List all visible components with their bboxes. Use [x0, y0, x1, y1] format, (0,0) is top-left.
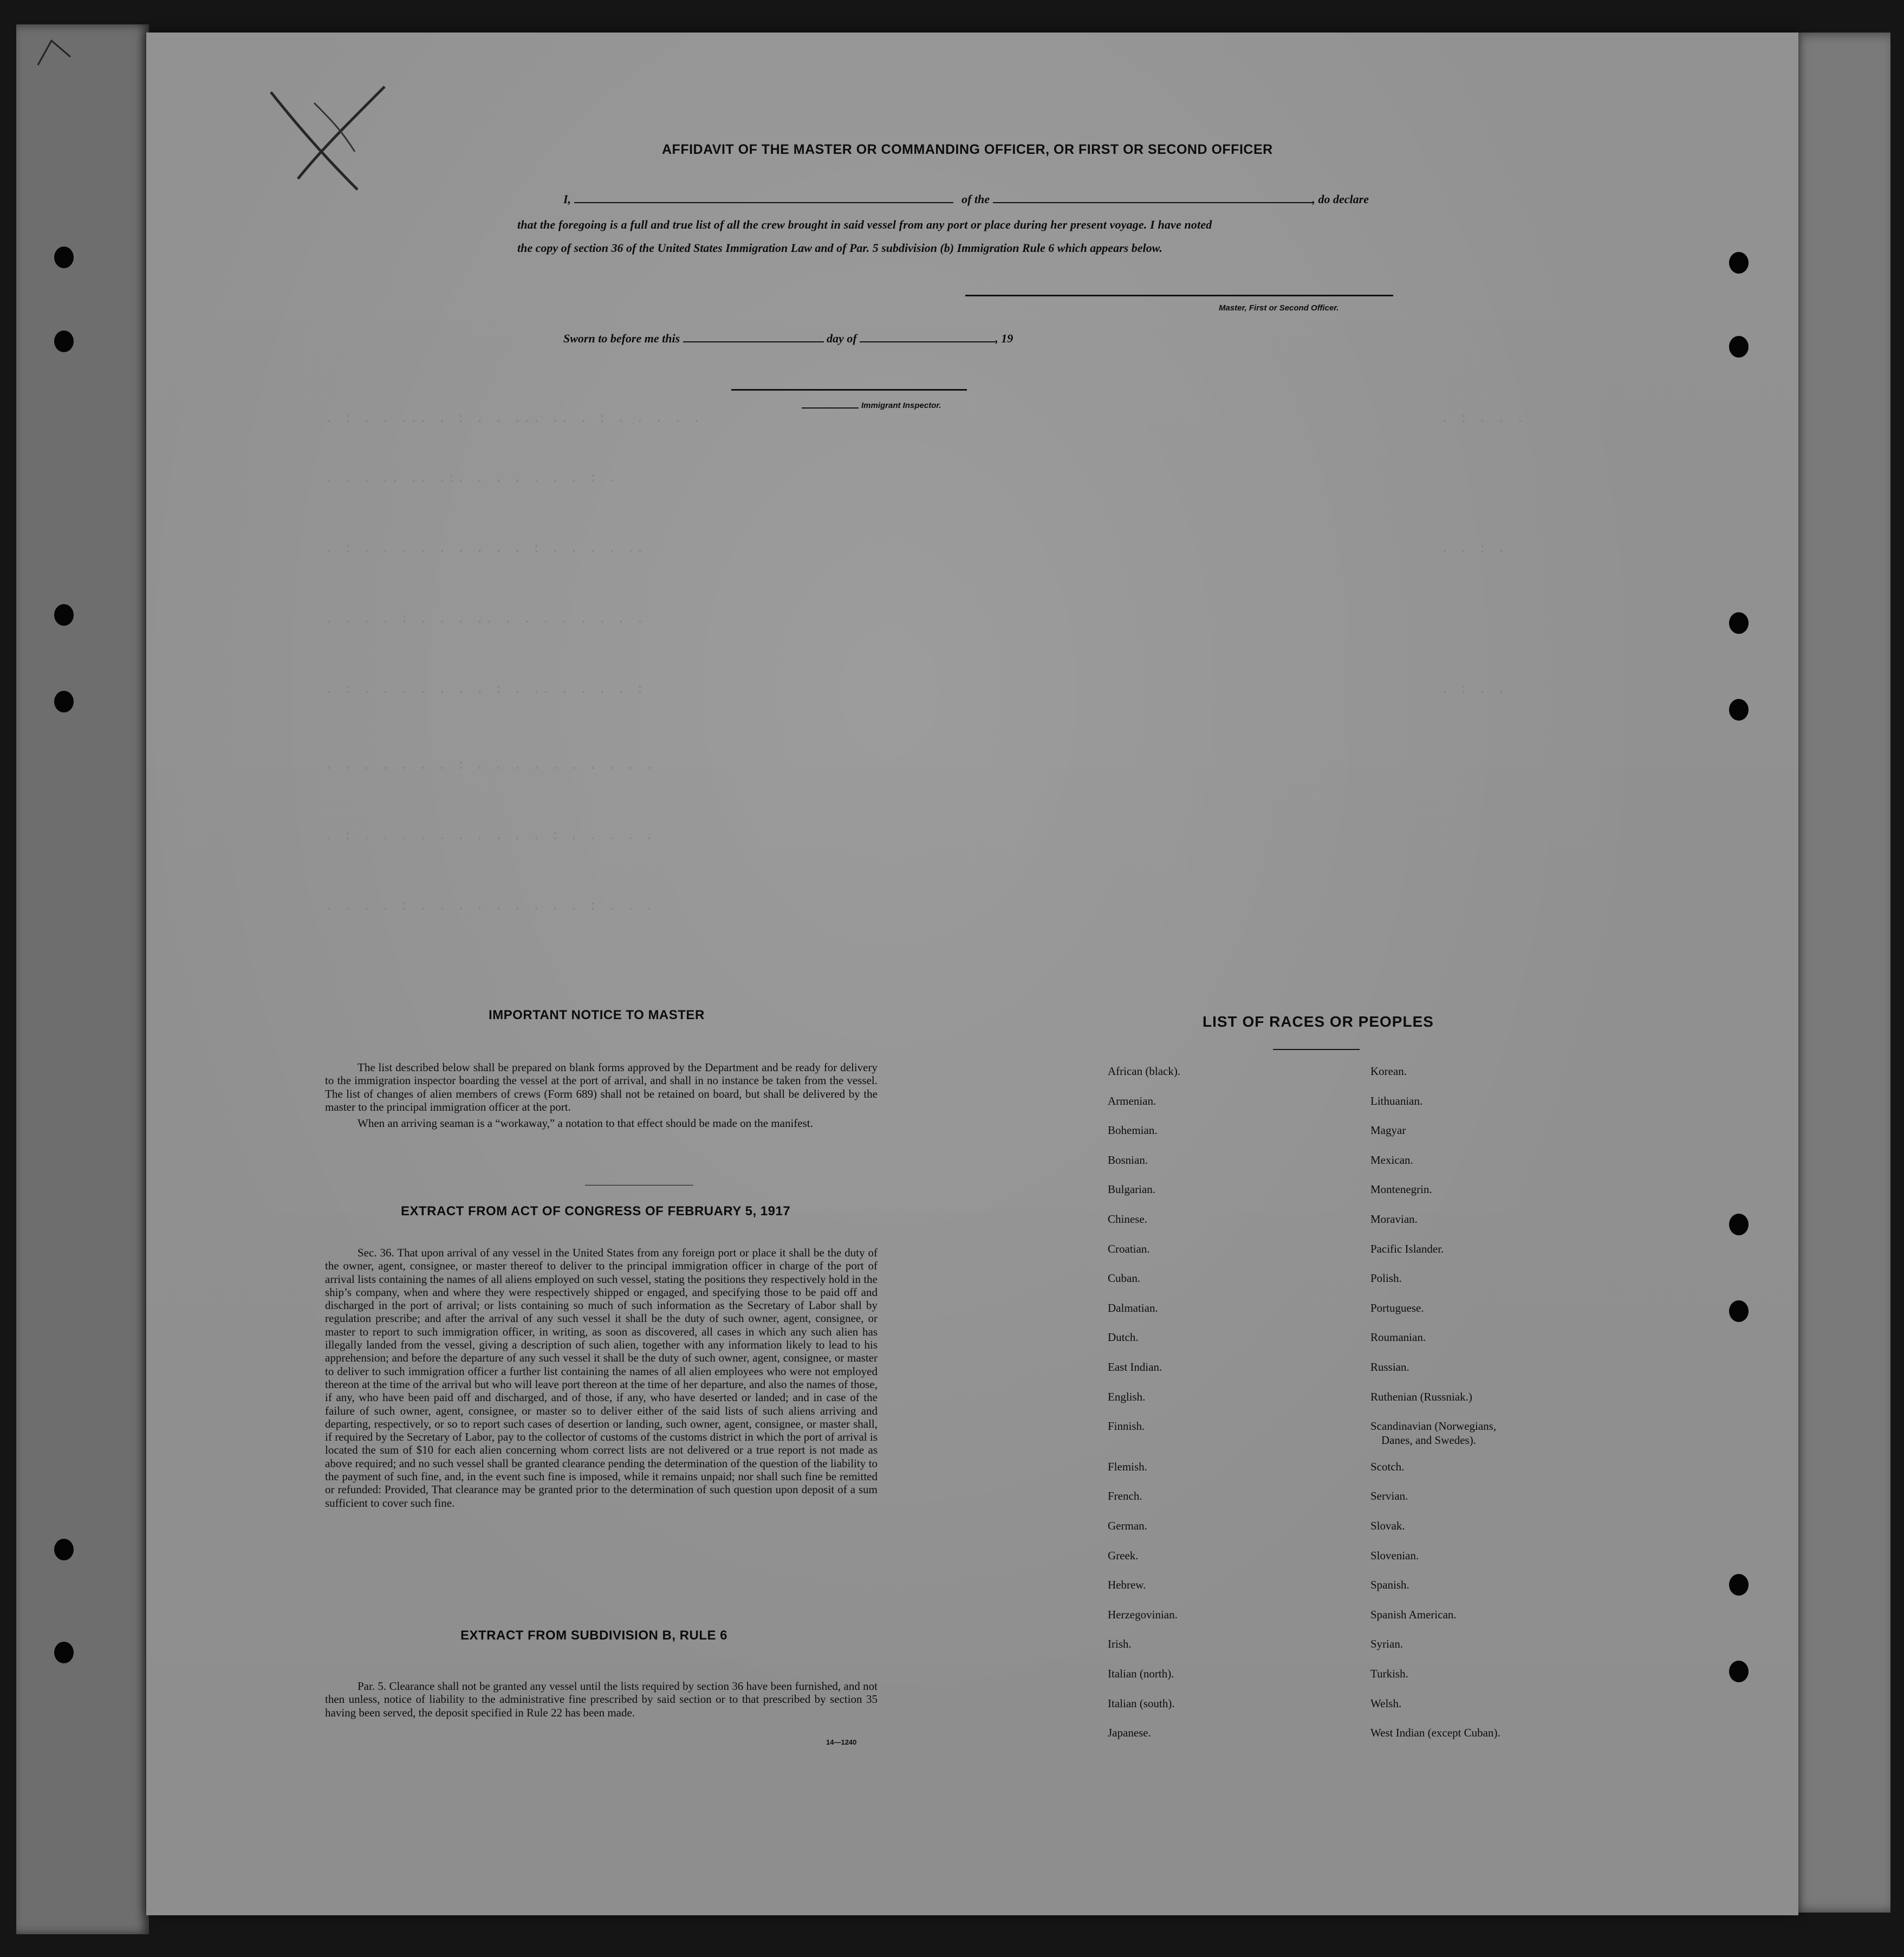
- affidavit-line-3: the copy of section 36 of the United States Immigration Law and of Par. 5 subdivision (b) Immigration Rule 6 which appears below.: [517, 241, 1162, 255]
- race-item: Slovak.: [1370, 1519, 1405, 1532]
- extract-act-title: EXTRACT FROM ACT OF CONGRESS OF FEBRUARY 5, 1917: [401, 1204, 791, 1219]
- race-item: Magyar: [1370, 1124, 1406, 1137]
- race-item: West Indian (except Cuban).: [1370, 1726, 1500, 1740]
- inspector-signature-line[interactable]: [731, 389, 967, 391]
- binder-hole: [54, 247, 74, 268]
- race-item: East Indian.: [1108, 1360, 1162, 1373]
- affidavit-line-1: [563, 192, 1369, 206]
- affidavit-line-2: that the foregoing is a full and true list of all the crew brought in said vessel from any port or place during her present voyage. I have noted: [517, 218, 1212, 231]
- extract-rule-body: [325, 1680, 878, 1719]
- binder-hole: [1729, 1300, 1749, 1322]
- race-item: Servian.: [1370, 1489, 1408, 1503]
- race-item: Herzegovinian.: [1108, 1608, 1178, 1621]
- binder-hole: [1729, 1574, 1749, 1596]
- race-item: Spanish American.: [1370, 1608, 1457, 1621]
- race-item: Polish.: [1370, 1272, 1402, 1285]
- race-item: Italian (south).: [1108, 1696, 1175, 1710]
- race-item: African (black).: [1108, 1065, 1181, 1078]
- par-5-text: Par. 5. Clearance shall not be granted any vessel until the lists required by section 36 have been furnished, and not then unless, notice of liability to the administrative fine prescribed by said section or to that prescribed by section 35 having been served, the deposit specified in Rule 22 has been made.: [325, 1680, 878, 1719]
- underlying-page-left-edge: [16, 24, 149, 1934]
- race-item: Mexican.: [1370, 1153, 1413, 1167]
- race-item: Turkish.: [1370, 1667, 1408, 1680]
- notice-body: [325, 1061, 878, 1130]
- race-item: Greek.: [1108, 1548, 1139, 1562]
- binder-hole: [1729, 1661, 1749, 1682]
- race-item: Hebrew.: [1108, 1578, 1146, 1592]
- race-item: French.: [1108, 1489, 1142, 1503]
- signature-line[interactable]: [965, 295, 1393, 296]
- vessel-blank[interactable]: [993, 202, 1312, 203]
- race-item: Italian (north).: [1108, 1667, 1174, 1680]
- race-item: Moravian.: [1370, 1213, 1418, 1226]
- affidavit-of-the: of the: [961, 192, 990, 206]
- notice-paragraph-2: When an arriving seaman is a “workaway,” a notation to that effect should be made on the manifest.: [358, 1117, 813, 1130]
- scanned-document: . : . . ... . : . . ... .. . : . . . . . . . . .. .. .:. . . . . . . : . . : . . . . . . . . . : . . . . .. . . . . : . . . .. . . . . . . . . . : . . . . . . . : . .. . . . . : . . . . . . . : . . . . . . . . . . . : . . . . . . . . . . : . . . . . . . . . : . . . . . . . . . : . . . . : . . . . . : . . : . . AFFIDAVIT OF THE MASTER OR COMMANDING OFFICER, OR FIRST OR SECOND OFFICER I, of the , do declare that the foregoing is a full and true list of all the crew brought in said vessel from any port or place during her present voyage. I have noted the copy of section 36 of the United States Immigration Law and of Par. 5 subdivision (b) Immigration Rule 6 which appears below. Master, First or Second Officer. Sworn to before me this day of , 19 Immigrant Inspector. IMPORTANT NOTICE TO MASTER The list described below shall be prepared on blank forms approved by the Department and be ready for delivery to the immigration inspector boarding the vessel at the port of arrival, and shall in no instance be taken from the vessel. The list of changes of alien members of crews (Form 689) shall not be retained on board, but shall be delivered by the master to the principal immigration officer at the port. When an arriving seaman is a “workaway,” a notation to that effect should be made on the manifest. EXTRACT FROM ACT OF CONGRESS OF FEBRUARY 5, 1917 Sec. 36. That upon arrival of any vessel in the United States from any foreign port or place it shall be the duty of the owner, agent, consignee, or master thereof to deliver to the principal immigration officer in charge of the port of arrival lists containing the names of all aliens employed on such vessel, stating the positions they respectively hold in the ship’s company, when and where they were respectively shipped or engaged, and specifying those to be paid off and discharged in the port of arrival; or lists containing so much of such information as the Secretary of Labor shall by regulation prescribe; and after the arrival of any such vessel it shall be the duty of such owner, agent, consignee, or master to report to such immigration officer, in writing, as soon as discovered, all cases in which any such alien has illegally landed from the vessel, giving a description of such alien, together with any information likely to lead to his apprehension; and before the departure of any such vessel it shall be the duty of such owner, agent, consignee, or master to deliver to such immigration officer a further list containing the names of all alien employees who were not employed thereon at the time of the arrival but who will leave port thereon at the time of her departure, and also the names of those, if any, who have been paid off and discharged, and of those, if any, who have deserted or landed; and in case of the failure of such owner, agent, consignee, or master so to deliver either of the said lists of such aliens arriving and departing, respectively, or so to report such cases of desertion or landing, such owner, agent, consignee, or master shall, if required by the Secretary of Labor, pay to the collector of customs of the customs district in which the port of arrival is located the sum of $10 for each alien concerning whom correct lists are not delivered or a true report is not made as above required; and no such vessel shall be granted clearance pending the determination of the question of the liability to the payment of such fine, and, in the event such fine is imposed, while it remains unpaid; nor shall such fine be remitted or refunded: Provided, That clearance may be granted prior to the determination of such question upon deposit of a sum sufficient to cover such fine. EXTRACT FROM SUBDIVISION B, RULE 6 Par. 5. Clearance shall not be granted any vessel until the lists required by section 36 have been furnished, and not then unless, notice of liability to the administrative fine prescribed by said section or to that prescribed by section 35 having been served, the deposit specified in Rule 22 has been made. 14—1240 LIST OF RACES OR PEOPLES African (black). Armenian. Bohemian. Bosnian. Bulgarian. Chinese. Croatian. Cuban. Dalmatian. Dutch. East Indian. English. Finnish. Flemish. French. German. Greek. Hebrew. Herzegovinian. Irish. Italian (north). Italian (south). Japanese. Korean. Lithuanian. Magyar Mexican. Montenegrin. Moravian. Pacific Islander. Polish. Portuguese. Roumanian. Russian. Ruthenian (Russniak.) Scandinavian (Norwegians, Danes, and Swedes). Scotch. Servian. Slovak. Slovenian. Spanish. Spanish American. Syrian. Turkish. Welsh. West Indian (except Cuban).: [0, 0, 1904, 1957]
- race-item: Bosnian.: [1108, 1153, 1148, 1167]
- notice-title: IMPORTANT NOTICE TO MASTER: [489, 1008, 705, 1022]
- race-item: Pacific Islander.: [1370, 1242, 1444, 1255]
- race-item: Bohemian.: [1108, 1124, 1158, 1137]
- manifest-sheet: [146, 33, 1798, 1915]
- binder-hole: [54, 331, 74, 352]
- binder-hole: [54, 691, 74, 712]
- race-item: Scotch.: [1370, 1460, 1405, 1473]
- notice-paragraph-1: The list described below shall be prepared on blank forms approved by the Department and be ready for delivery to the immigration inspector boarding the vessel at the port of arrival, and shall in no instance be taken from the vessel. The list of changes of alien members of crews (Form 689) shall not be retained on board, but shall be delivered by the master to the principal immigration officer at the port.: [325, 1061, 878, 1113]
- signature-caption: Master, First or Second Officer.: [1219, 303, 1339, 313]
- corner-mark: [33, 33, 76, 76]
- sworn-year: , 19: [995, 332, 1013, 345]
- race-item: English.: [1108, 1390, 1146, 1403]
- race-item: German.: [1108, 1519, 1147, 1532]
- race-item: Dalmatian.: [1108, 1301, 1158, 1314]
- inspector-short-line: [802, 407, 859, 409]
- race-item: Portuguese.: [1370, 1301, 1424, 1314]
- sworn-day-of: day of: [827, 332, 857, 345]
- name-blank[interactable]: [574, 202, 953, 203]
- underlying-page-right-edge: [1788, 33, 1890, 1913]
- binder-hole: [54, 604, 74, 626]
- race-item: Cuban.: [1108, 1272, 1141, 1285]
- sworn-text: Sworn to before me this: [563, 332, 680, 345]
- sworn-line: [563, 332, 1013, 346]
- races-title: LIST OF RACES OR PEOPLES: [1203, 1013, 1434, 1030]
- binder-hole: [1729, 252, 1749, 274]
- sworn-date-blank[interactable]: [683, 341, 824, 342]
- race-item: Finnish.: [1108, 1420, 1145, 1433]
- race-item: Syrian.: [1370, 1637, 1403, 1651]
- extract-rule-title: EXTRACT FROM SUBDIVISION B, RULE 6: [460, 1628, 728, 1643]
- race-item: Scandinavian (Norwegians,: [1370, 1420, 1497, 1433]
- race-item: Welsh.: [1370, 1696, 1402, 1710]
- race-item: Russian.: [1370, 1360, 1409, 1373]
- race-item: Danes, and Swedes).: [1381, 1434, 1476, 1447]
- section-36-text: Sec. 36. That upon arrival of any vessel in the United States from any foreign port or place it shall be the duty of the owner, agent, consignee, or master thereof to deliver to the principal immigration officer in charge of the port of arrival lists containing the names of all aliens employed on such vessel, stating the positions they respectively hold in the ship’s company, when and where they were respectively shipped or engaged, and specifying those to be paid off and discharged in the port of arrival; or lists containing so much of such information as the Secretary of Labor shall by regulation prescribe; and after the arrival of any such vessel it shall be the duty of such owner, agent, consignee, or master to report to such immigration officer, in writing, as soon as discovered, all cases in which any such alien has illegally landed from the vessel, giving a description of such alien, together with any information likely to lead to his apprehension; and before the departure of any such vessel it shall be the duty of such owner, agent, consignee, or master to deliver to such immigration officer a further list containing the names of all alien employees who were not employed thereon at the time of the arrival but who will leave port thereon at the time of her departure, and also the names of those, if any, who have been paid off and discharged, and of those, if any, who have deserted or landed; and in case of the failure of such owner, agent, consignee, or master so to deliver either of the said lists of such aliens arriving and departing, respectively, or so to report such cases of desertion or landing, such owner, agent, consignee, or master shall, if required by the Secretary of Labor, pay to the collector of customs of the customs district in which the port of arrival is located the sum of $10 for each alien concerning whom correct lists are not delivered or a true report is not made as above required; and no such vessel shall be granted clearance pending the determination of the question of the liability to the payment of such fine, and, in the event such fine is imposed, while it remains unpaid; nor shall such fine be remitted or refunded: Provided, That clearance may be granted prior to the determination of such question upon deposit of a sum sufficient to cover such fine.: [325, 1246, 878, 1509]
- binder-hole: [1729, 612, 1749, 634]
- race-item: Spanish.: [1370, 1578, 1409, 1592]
- binder-hole: [54, 1642, 74, 1663]
- race-item: Lithuanian.: [1370, 1094, 1423, 1107]
- sworn-month-blank[interactable]: [860, 341, 995, 342]
- form-number: 14—1240: [826, 1738, 857, 1746]
- race-item: Ruthenian (Russniak.): [1370, 1390, 1472, 1403]
- race-item: Korean.: [1370, 1065, 1407, 1078]
- race-item: Japanese.: [1108, 1726, 1151, 1740]
- race-item: Flemish.: [1108, 1460, 1147, 1473]
- binder-hole: [54, 1539, 74, 1560]
- affidavit-i: I,: [563, 192, 571, 206]
- races-title-underline: [1273, 1049, 1360, 1050]
- race-item: Slovenian.: [1370, 1548, 1419, 1562]
- inspector-caption: Immigrant Inspector.: [861, 401, 941, 410]
- race-item: Irish.: [1108, 1637, 1132, 1651]
- race-item: Chinese.: [1108, 1213, 1147, 1226]
- race-item: Armenian.: [1108, 1094, 1156, 1107]
- race-item: Montenegrin.: [1370, 1183, 1432, 1196]
- affidavit-do-declare: , do declare: [1312, 192, 1369, 206]
- binder-hole: [1729, 1214, 1749, 1235]
- binder-hole: [1729, 336, 1749, 358]
- race-item: Dutch.: [1108, 1331, 1139, 1344]
- binder-hole: [1729, 699, 1749, 721]
- affidavit-title: AFFIDAVIT OF THE MASTER OR COMMANDING OFFICER, OR FIRST OR SECOND OFFICER: [662, 142, 1273, 157]
- race-item: Bulgarian.: [1108, 1183, 1156, 1196]
- extract-act-body: [325, 1246, 878, 1509]
- race-item: Roumanian.: [1370, 1331, 1426, 1344]
- race-item: Croatian.: [1108, 1242, 1150, 1255]
- pencil-annotation: [260, 70, 401, 211]
